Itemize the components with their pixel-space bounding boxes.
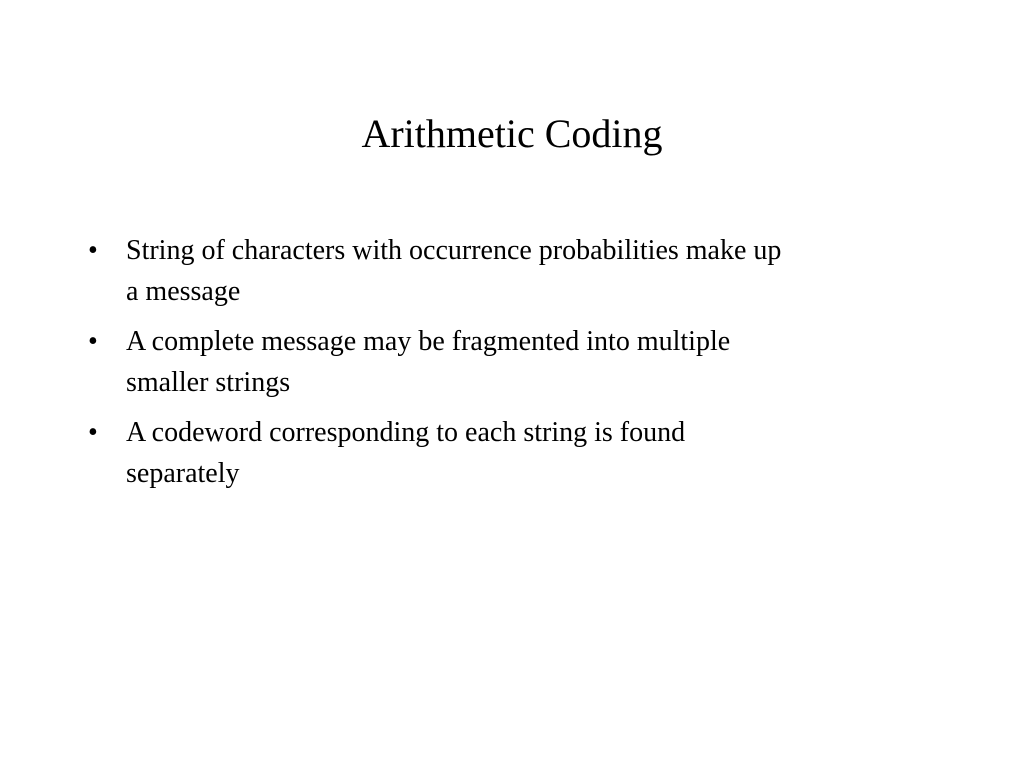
bullet-text: [126, 412, 948, 494]
bullet-text: [126, 321, 948, 403]
slide-title: Arithmetic Coding: [361, 111, 663, 156]
bullet-icon: •: [88, 326, 98, 357]
bullet-text: [126, 230, 948, 312]
bullet-line: smaller strings: [126, 367, 291, 398]
bullet-icon: •: [88, 417, 98, 448]
bullet-line: separately: [126, 458, 240, 489]
bullet-icon: •: [88, 235, 98, 266]
bullet-line: A complete message may be fragmented into multiple: [126, 326, 731, 357]
bullet-item: [88, 230, 948, 312]
bullet-item: [88, 412, 948, 494]
bullet-item: [88, 321, 948, 403]
bullet-line: A codeword corresponding to each string is found: [126, 417, 686, 448]
bullet-line: String of characters with occurrence probabilities make up: [126, 235, 782, 266]
bullet-line: a message: [126, 276, 241, 307]
bullet-list: [88, 230, 948, 503]
